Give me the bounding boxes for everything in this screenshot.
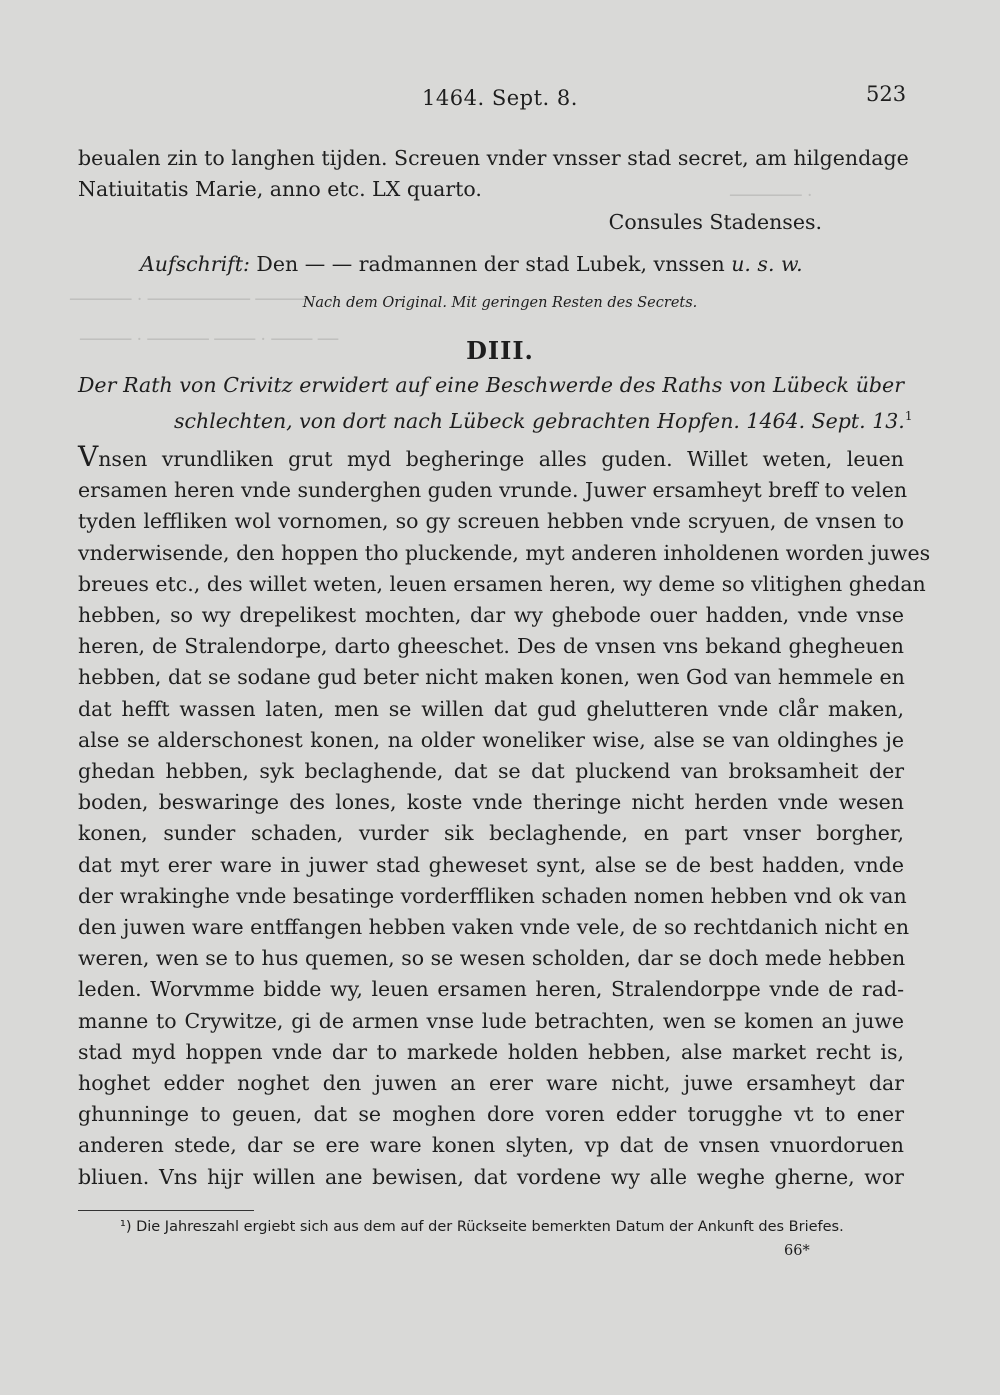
signature: Consules Stadenses. <box>608 210 822 234</box>
text-line: leden. Worvmme bidde wy, leuen ersamen heren, Stralendorppe vnde de rad- <box>78 977 904 1002</box>
address-text: Den — — radmannen der stad Lubek, vnssen <box>249 252 732 276</box>
bleed-through-decoration: ────── · ────────── ───── <box>70 290 307 310</box>
regest-line: Der Rath von Crivitz erwidert auf eine Beschwerde des Raths von Lübeck über <box>78 373 904 397</box>
running-head-date: 1464. Sept. 8. <box>422 86 578 110</box>
text-line: hebben, dat se sodane gud beter nicht maken konen, wen God van hemmele en <box>78 665 905 690</box>
first-line-text: nsen vrundliken grut myd begheringe alles guden. Willet weten, leuen <box>98 447 904 471</box>
text-line: konen, sunder schaden, vurder sik beclaghende, en part vnser borgher, <box>78 821 904 846</box>
text-line: ghunninge to geuen, dat se moghen dore voren edder torugghe vt to ener <box>78 1102 904 1127</box>
text-line: hoghet edder noghet den juwen an erer ware nicht, juwe ersamheyt dar <box>78 1071 904 1096</box>
text-line: beualen zin to langhen tijden. Screuen vnder vnsser stad secret, am hilgendage <box>78 146 909 170</box>
text-line: Natiuitatis Marie, anno etc. LX quarto. <box>78 177 482 202</box>
body-paragraph <box>78 440 931 1193</box>
address-abbrev: u. s. w. <box>731 252 803 276</box>
text-line: stad myd hoppen vnde dar to markede holden hebben, alse market recht is, <box>78 1039 904 1064</box>
text-line: vnderwisende, den hoppen tho pluckende, myt anderen inholdenen worden juwes <box>78 540 931 565</box>
address-label: Aufschrift: <box>140 252 250 276</box>
text-line: ghedan hebben, syk beclaghende, dat se dat pluckend van broksamheit der <box>78 759 904 784</box>
document-number: DIII. <box>466 336 534 365</box>
initial-letter: V <box>78 440 99 473</box>
text-line: der wrakinghe vnde besatinge vorderffliken schaden nomen hebben vnd ok van <box>78 883 907 908</box>
text-line: dat hefft wassen laten, men se willen dat gud ghelutteren vnde clår maken, <box>78 696 904 721</box>
sheet-signature: 66* <box>784 1243 810 1259</box>
text-line: hebben, so wy drepelikest mochten, dar wy ghebode ouer hadden, vnde vnse <box>78 603 904 628</box>
text-line: tyden leffliken wol vornomen, so gy screuen hebben vnde scryuen, de vnsen to <box>78 509 904 534</box>
text-line: dat myt erer ware in juwer stad gheweset synt, alse se de best hadden, vnde <box>78 852 904 877</box>
text-line <box>78 441 904 475</box>
text-line: den juwen ware entffangen hebben vaken vnde vele, de so rechtdanich nicht en <box>78 915 910 940</box>
footnote-divider <box>78 1210 254 1211</box>
text-line: heren, de Stralendorpe, darto gheeschet. Des de vnsen vns bekand ghegheuen <box>78 634 904 659</box>
footnote-marker: 1 <box>904 409 913 423</box>
text-line: breues etc., des willet weten, leuen ersamen heren, wy deme so vlitighen ghedan <box>78 571 926 596</box>
opening-paragraph <box>78 143 909 205</box>
text-line: weren, wen se to hus quemen, so se wesen scholden, dar se doch mede hebben <box>78 946 906 971</box>
address-line <box>140 252 803 276</box>
text-line: bliuen. Vns hijr willen ane bewisen, dat vordene wy alle weghe gherne, wor <box>78 1164 904 1189</box>
footnote: ¹) Die Jahreszahl ergiebt sich aus dem auf der Rückseite bemerkten Datum der Ankunft des Briefes. <box>120 1219 844 1235</box>
regest-line-2-text: schlechten, von dort nach Lübeck gebrachten Hopfen. 1464. Sept. 13. <box>174 408 905 433</box>
text-line: manne to Crywitze, gi de armen vnse lude betrachten, wen se komen an juwe <box>78 1008 904 1033</box>
bleed-through-decoration: ───── · ────── ──── · ──── ── <box>80 330 339 350</box>
source-note: Nach dem Original. Mit geringen Resten des Secrets. <box>302 295 698 311</box>
text-line: ersamen heren vnde sunderghen guden vrunde. Juwer ersamheyt breff to velen <box>78 478 908 503</box>
bleed-through-decoration: ─────── · <box>730 186 813 206</box>
regest-line <box>78 401 913 437</box>
text-line: anderen stede, dar se ere ware konen slyten, vp dat de vnsen vnuordoruen <box>78 1133 904 1158</box>
text-line: boden, beswaringe des lones, koste vnde theringe nicht herden vnde wesen <box>78 790 904 815</box>
regest-heading <box>78 370 913 437</box>
page-number: 523 <box>866 82 907 106</box>
text-line: alse se alderschonest konen, na older woneliker wise, alse se van oldinghes je <box>78 727 904 752</box>
